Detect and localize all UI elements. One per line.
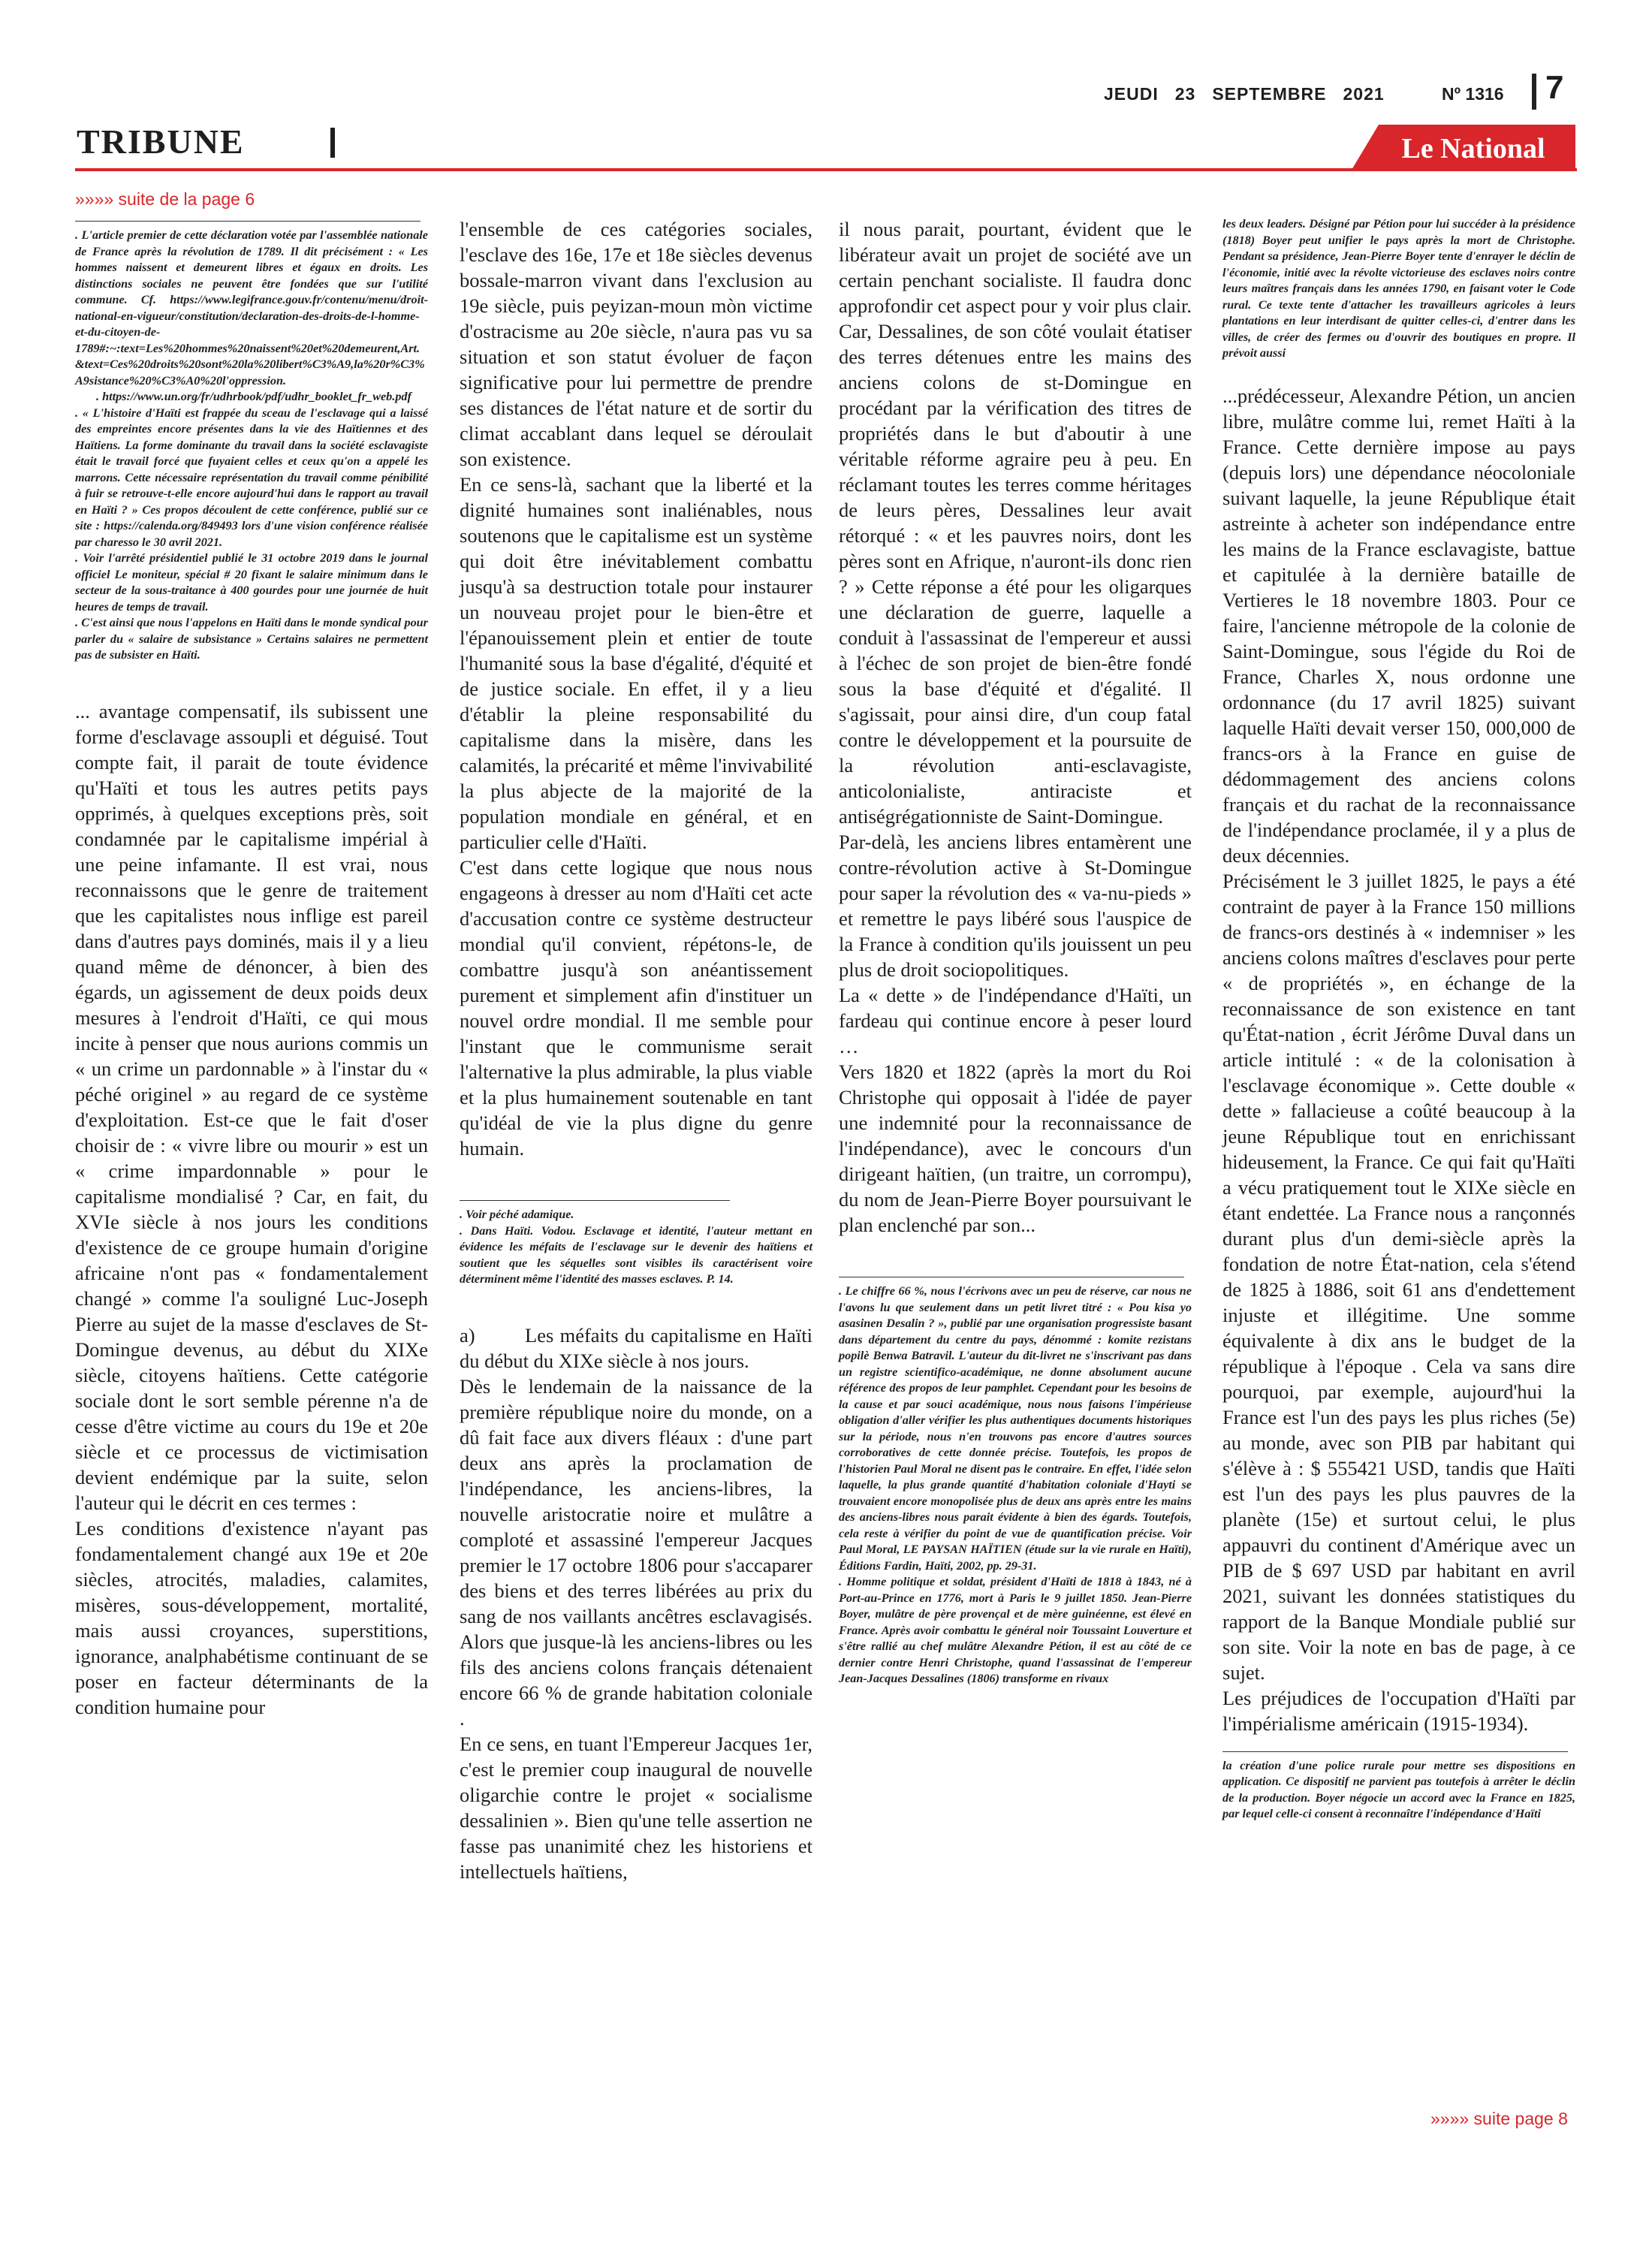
body-paragraph: ... avantage compensatif, ils subissent une forme d'esclavage assoupli et déguisé. Tout compte fait, il parait de toute évidence qu'Haïti et tous les autres petits pays opprimés, à quelques exceptions près, soit condamnée par le capitalisme impérial à une peine infamante. Il est vrai, nous reconnaissons que le genre de traitement que les capitalistes nous inflige est pareil dans d'autres pays dominés, mais il y a lieu quand même de dénoncer, à bien des égards, un agissement de deux poids deux mesures à l'endroit d'Haïti, ce qui mous incite à penser que nous aurions commis un « un crime un pardonnable » à l'instar du « péché originel » au regard de ce système d'exploitation. Est-ce que le fait d'oser choisir de : « vivre libre ou mourir » est un « crime impardonnable » pour le capitalisme mondialisé ? Car, en fait, du XVIe siècle à nos jours les conditions d'existence de ce groupe humain d'origine africaine n'ont pas « fondamentalement changé » comme l'a souligné Luc-Joseph Pierre au sujet de la masse d'esclaves de St-Domingue devenus, au début du XIXe siècle, citoyens haïtiens. Cette catégorie sociale dont le sort semble pérenne n'a de cesse d'être victime au cours du 19e et 20e siècle et ce processus de victimisation devient endémique par la suite, selon l'auteur qui le décrit en ces termes : [75, 699, 428, 1514]
body-paragraph: Précisément le 3 juillet 1825, le pays a été contraint de payer à la France 150 millions de francs-ors destinés à « indemniser » les anciens colons maîtres d'esclaves pour perte « de propriétés », en échange de la reconnaissance de son existence en tant qu'État-nation , écrit Jérôme Duval dans un article intitulé : « de la colonisation à l'esclavage économique ». Cette double « dette » fallacieuse a coûté beaucoup à la jeune République tout en enrichissant hideusement, la France. Ce qui fait qu'Haïti a vécu pratiquement tout le XIXe siècle en étant endettée. La France nous a rançonnés durant plus d'un demi-siècle après la fondation de notre État-nation, cela s'étend de 1825 à 1886, soit 61 ans d'endettement injuste et illégitime. Une somme équivalente à dix ans le budget de la république à l'époque . Cela va sans dire pourquoi, par exemple, aujourd'hui la France est l'un des pays les plus riches (5e) au monde, avec son PIB par habitant qui s'élève à : $ 555421 USD, tandis que Haïti est l'un des pays les plus pauvres de la planète (15e) et surtout celui, le plus appauvri du continent d'Amérique avec un PIB de $ 697 USD par habitant en avril 2021, suivant les données statistiques du rapport de la Banque Mondiale publié sur son site. Voir la note en bas de page, à ce sujet. [1222, 869, 1575, 1684]
footnote: . https://www.un.org/fr/udhrbook/pdf/udhr_booklet_fr_web.pdf [96, 390, 411, 403]
section-title-bar [330, 128, 335, 158]
footnote: . Dans Haïti. Vodou. Esclavage et identité, l'auteur mettant en évidence les méfaits de l'esclavage sur le devenir des haïtiens et soutient que les séquelles sont visibles ils caractérisent voire déterminent même l'identité des masses esclaves. P. 14. [460, 1223, 812, 1286]
body-paragraph: Les conditions d'existence n'ayant pas fondamentalement changé aux 19e et 20e siècles, atrocités, maladies, calamites, misères, sous-développement, mortalité, mais aussi croyances, superstitions, ignorance, analphabétisme continuant de se poser en facteur déterminants de la condition humaine pour [75, 1516, 428, 1718]
column-4 [1222, 216, 1575, 1823]
page-number: 7 [1545, 69, 1564, 106]
body-paragraph: l'ensemble de ces catégories sociales, l'esclave des 16e, 17e et 18e siècles devenus bossale-marron vivant dans l'exclusion au 19e siècle, puis peyizan-moun mòn victime d'ostracisme au 20e siècle, n'aura pas vu sa situation et son statut évoluer de façon significative pour lui permettre de prendre ses distances de l'état nature et de sortir du climat accablant dans lequel se déroulait son existence. [460, 218, 812, 470]
body-paragraph: En ce sens, en tuant l'Empereur Jacques 1er, c'est le premier coup inaugural de nouvelle oligarchie contre le projet « socialisme dessalinien ». Bien qu'une telle assertion ne fasse pas unanimité chez les historiens et intellectuels haïtiens, [460, 1732, 812, 1883]
column-1 [75, 216, 428, 1720]
footnote: la création d'une police rurale pour mettre ses dispositions en application. Ce dispositif ne parvient pas toutefois à arrêter le déclin de la production. Boyer négocie un accord avec la France en 1825, par lequel celle-ci consent à reconnaître l'indépendance d'Haïti [1222, 1758, 1575, 1820]
footnote: . Homme politique et soldat, président d'Haïti de 1818 à 1843, né à Port-au-Prince en 1776, mort à Paris le 9 juillet 1850. Jean-Pierre Boyer, mulâtre de père provençal et de mère guinéenne, est élevé en France. Après avoir combattu le général noir Toussaint Louverture et s'être rallié au chef mulâtre Alexandre Pétion, il est au côté de ce dernier contre Henri Christophe, quand l'assassinat de l'empereur Jean-Jacques Dessalines (1806) transforme en rivaux [839, 1575, 1192, 1685]
body-paragraph: Les préjudices de l'occupation d'Haïti par l'impérialisme américain (1915-1934). [1222, 1686, 1575, 1735]
brand-name: Le National [1401, 133, 1545, 164]
subheading: a) Les méfaits du capitalisme en Haïti du début du XIXe siècle à nos jours. [460, 1323, 818, 1372]
footnote: . L'article premier de cette déclaration votée par l'assemblée nationale de France après la révolution de 1789. Il dit précisément : « Les hommes naissent et demeurent libres et égaux en droits. Les distinctions sociales ne peuvent être fondées que sur l'utilité commune. Cf. https://www.legifrance.gouv.fr/contenu/menu/droit-national-en-vigueur/constitution/declaration-des-droits-de-l-homme-et-du-citoyen-de-1789#:~:text=Les%20hommes%20naissent%20et%20demeurent,Art.&text=Ces%20droits%20sont%20la%20libert%C3%A9,la%20r%C3%A9sistance%20%C3%A0%20l'oppression. [75, 228, 428, 388]
footnote-rule [460, 1200, 730, 1201]
body-paragraph: Dès le lendemain de la naissance de la première république noire du monde, on a dû fait face aux divers fléaux : d'une part deux ans après la proclamation de l'indépendance, les anciens-libres, la nouvelle aristocratie noire et mulâtre a comploté et assassiné l'empereur Jacques premier le 17 octobre 1806 pour s'accaparer des biens et des terres libérées au prix du sang de nos vaillants ancêtres esclavagisés. Alors que jusque-là les anciens-libres ou les fils des anciens colons français détenaient encore 66 % de grande habitation coloniale . [460, 1374, 812, 1730]
column-2 [460, 216, 818, 1884]
footnote: . C'est ainsi que nous l'appelons en Haïti dans le monde syndical pour parler du « salaire de subsistance » Certains salaires ne permettent pas de subsister en Haïti. [75, 616, 428, 662]
footnote: . Le chiffre 66 %, nous l'écrivons avec un peu de réserve, car nous ne l'avons lu que seulement dans un petit livret titré : « Pou kisa yo asasinen Desalin ? », publié par une organisation progressiste basant dans département du centre du pays, dénommé : komite rezistans popilè Benwa Batravil. L'auteur du dit-livret ne s'inscrivant pas dans un registre scientifico-académique, ne donne absolument aucune référence des propos de leur pamphlet. Cependant pour les besoins de la cause et par souci académique, nous nous faisons l'impérieuse obligation d'aller vérifier les plus authentiques documents historiques sur la période, nous n'en trouvons pas encore d'autres sources corroboratives de cette donnée précise. Toutefois, les propos de l'historien Paul Moral ne disent pas le contraire. En effet, l'idée selon laquelle, la plus grande quantité d'habitation coloniale d'Hayti se trouvaient encore monopolisée plus de deux ans après entre les mains des anciens-libres nous parait évidente à bien des égards. Toutefois, cela reste à vérifier du point de vue de quantification précise. Voir Paul Moral, LE PAYSAN HAÏTIEN (étude sur la vie rurale en Haïti), Éditions Fardin, Haïti, 2002, pp. 29-31. [839, 1284, 1192, 1573]
body-paragraph: il nous parait, pourtant, évident que le libérateur avait un projet de société ave un certain penchant socialiste. Il faudra donc approfondir cet aspect pour y voir plus clair. Car, Dessalines, de son côté voulait étatiser des terres détenues entre les mains des anciens colons de st-Domingue en procédant par la vérification des titres de propriétés dans le but d'aboutir à une véritable réforme agraire peu à peu. En réclamant toutes les terres comme héritages de leurs pères, Dessalines leur avait rétorqué : « et les pauvres noirs, dont les pères sont en Afrique, n'auront-ils donc rien ? » Cette réponse a été pour les oligarques une déclaration de guerre, laquelle a conduit à l'assassinat de l'empereur et aussi à l'échec de son projet de bien-être fondé sous la base d'équité et d'égalité. Il s'agissait, pour ainsi dire, d'un coup fatal contre le développement et la poursuite de la révolution anti-esclavagiste, anticolonialiste, antiraciste et antiségrégationniste de Saint-Domingue. [839, 218, 1192, 828]
footnote: . « L'histoire d'Haïti est frappée du sceau de l'esclavage qui a laissé des empreintes encore présentes dans la vie des Haïtiennes et des Haïtiens. La forme dominante du travail dans la société esclavagiste était le travail forcé que fuyaient celles et ceux qu'on a appelé les marrons. Cette nécessaire représentation du travail comme pénibilité à fuir se retrouve-t-elle encore aujourd'hui dans le rapport au travail en Haïti ? » Ces propos découlent de cette conférence, publié sur ce site : https://calenda.org/849493 lors d'une vision conférence réalisée par charesso le 30 avril 2021. [75, 406, 428, 549]
issue-date [1104, 84, 1401, 104]
footnote: les deux leaders. Désigné par Pétion pour lui succéder à la présidence (1818) Boyer peut unifier le pays après la mort de Christophe. Pendant sa présidence, Jean-Pierre Boyer tente d'enrayer le déclin de l'économie, initié avec la révolte victorieuse des esclaves noirs contre leurs maîtres français dans les années 1790, en faisant voter le Code rural. Ce texte tente d'attacher les travailleurs agricoles à leurs plantations en leur interdisant de quitter celles-ci, d'entrer dans les villes, de créer des fermes ou d'ouvrir des boutiques en propre. Il prévoit aussi [1222, 217, 1575, 360]
body-paragraph: Par-delà, les anciens libres entamèrent une contre-révolution active à St-Domingue pour saper la révolution des « va-nu-pieds » et remettre le pays libéré sous l'auspice de la France à condition qu'ils jouissent un peu plus de droit sociopolitiques. [839, 831, 1192, 981]
section-title: TRIBUNE [77, 122, 245, 161]
body-paragraph: En ce sens-là, sachant que la liberté et la dignité humaines sont inaliénables, nous soutenons que le capitalisme est un système qui doit être inévitablement combattu jusqu'à sa destruction totale pour instaurer un nouveau projet pour le bien-être et l'épanouissement plein et entier de toute l'humanité sous la base d'égalité, d'équité et de justice sociale. En effet, il y a lieu d'établir la pleine responsabilité du capitalisme dans la misère, dans les calamités, la précarité et même l'invivabilité la plus abjecte de la majorité de la population mondiale en général, et en particulier celle d'Haïti. [460, 473, 812, 853]
issue-date-day: 23 [1174, 84, 1196, 104]
body-paragraph: C'est dans cette logique que nous nous engageons à dresser au nom d'Haïti cet acte d'accusation contre ce système destructeur mondial qu'il convient, répétons-le, de combattre jusqu'à son anéantissement purement et simplement afin d'instituer un nouvel ordre mondial. Il me semble pour l'instant que le communisme serait l'alternative la plus admirable, la plus viable et la plus humainement soutenable en tant qu'idéal de vie la plus digne du genre humain. [460, 856, 812, 1160]
header-divider [1532, 74, 1536, 110]
body-paragraph: Vers 1820 et 1822 (après la mort du Roi Christophe qui opposait à l'idée de payer une indemnité pour la reconnaissance de l'indépendance), avec le concours d'un dirigeant haïtien, (un traitre, un corrompu), du nom de Jean-Pierre Boyer poursuivant le plan enclenché par son... [839, 1060, 1192, 1236]
continued-to-link[interactable]: »»»» suite page 8 [1430, 2109, 1568, 2128]
issue-number: Nº 1316 [1442, 84, 1504, 104]
header-rule [75, 168, 1577, 171]
body-paragraph: ...prédécesseur, Alexandre Pétion, un ancien libre, mulâtre comme lui, remet Haïti à la France. Cette dernière impose au pays (depuis lors) une dépendance néocoloniale suivant laquelle, la jeune République était astreinte à acheter son indépendance entre les mains de la France esclavagiste, battue et capitulée à la dernière bataille de Vertieres le 18 novembre 1803. Pour ce faire, l'ancienne métropole de la colonie de Saint-Domingue, sous l'égide du Roi de France, Charles X, nous ordonne une ordonnance (du 17 avril 1825) suivant laquelle Haïti devait verser 150, 000,000 de francs-ors à la France en guise de dédommagement des anciens colons français et du rachat de la reconnaissance de l'indépendance proclamée, il y a plus de deux décennies. [1222, 384, 1575, 867]
issue-year: 2021 [1343, 84, 1385, 104]
issue-month: SEPTEMBRE [1212, 84, 1327, 104]
body-paragraph: La « dette » de l'indépendance d'Haïti, un fardeau qui continue encore à peser lourd … [839, 984, 1192, 1057]
footnote: . Voir péché adamique. [460, 1208, 574, 1221]
footnote-rule [1222, 1751, 1568, 1752]
issue-day: JEUDI [1104, 84, 1159, 104]
footnote: . Voir l'arrêté présidentiel publié le 31 octobre 2019 dans le journal officiel Le moniteur, spécial # 20 fixant le salaire minimum dans le secteur de la sous-traitance à 400 gourdes pour une journée de huit heures de temps de travail. [75, 551, 428, 614]
footnote-rule [75, 221, 421, 222]
continued-from-link[interactable]: »»»» suite de la page 6 [75, 189, 255, 209]
column-3 [839, 216, 1192, 1687]
